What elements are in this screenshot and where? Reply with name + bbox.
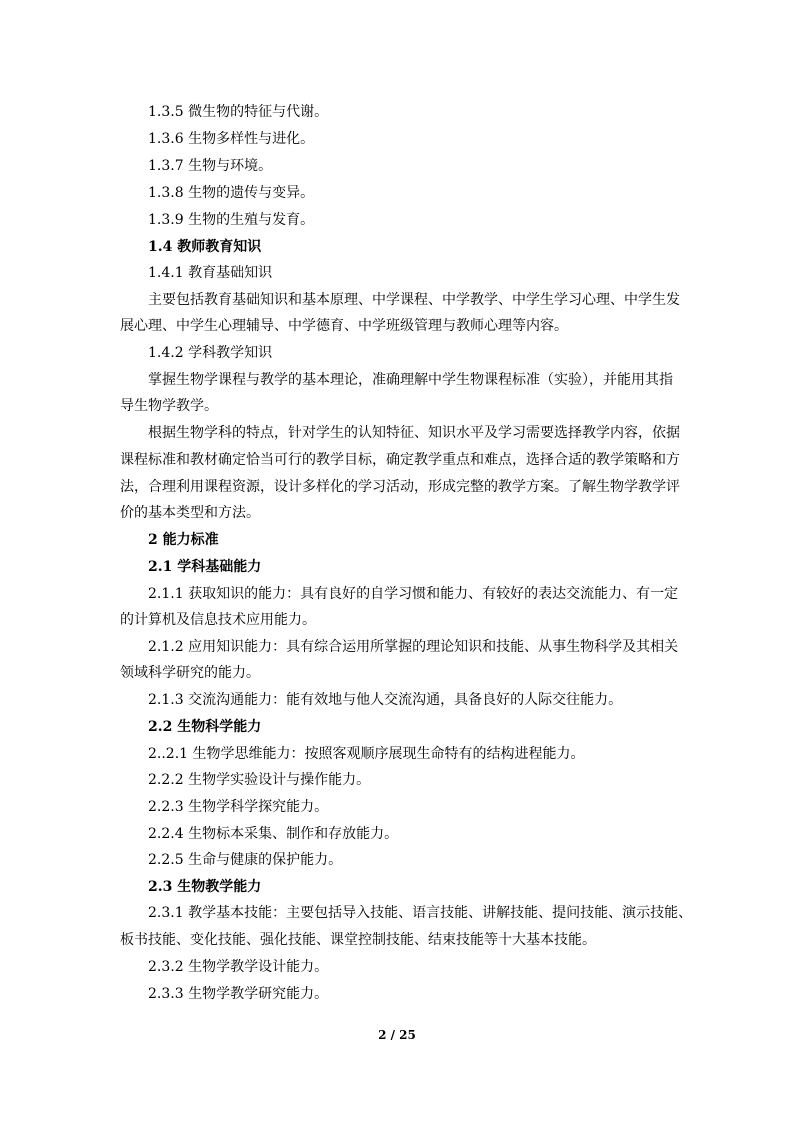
paragraph-line: 导生物学教学。 bbox=[120, 398, 218, 414]
text-line-2-3-3: 2.3.3 生物学教学研究能力。 bbox=[148, 986, 329, 1002]
paragraph-line: 的计算机及信息技术应用能力。 bbox=[120, 612, 316, 628]
section-heading-2-2: 2.2 生物科学能力 bbox=[148, 719, 262, 735]
paragraph-line: 展心理、中学生心理辅导、中学德育、中学班级管理与教师心理等内容。 bbox=[120, 318, 568, 334]
section-heading-2: 2 能力标准 bbox=[148, 532, 219, 548]
paragraph-line: 掌握生物学课程与教学的基本理论，准确理解中学生物课程标准（实验），并能用其指 bbox=[148, 372, 673, 388]
section-heading-1-4: 1.4 教师教育知识 bbox=[148, 239, 262, 255]
text-line-2-2-3: 2.2.3 生物学科学探究能力。 bbox=[148, 799, 329, 815]
text-line-2-2-5: 2.2.5 生命与健康的保护能力。 bbox=[148, 852, 343, 868]
text-line-2-3-2: 2.3.2 生物学教学设计能力。 bbox=[148, 959, 329, 975]
subsection-heading-1-4-1: 1.4.1 教育基础知识 bbox=[148, 265, 273, 281]
text-line-2-2-2: 2.2.2 生物学实验设计与操作能力。 bbox=[148, 772, 371, 788]
section-heading-2-1: 2.1 学科基础能力 bbox=[148, 559, 262, 575]
paragraph-line: 2.3.1 教学基本技能：主要包括导入技能、语言技能、讲解技能、提问技能、演示技能、 bbox=[148, 905, 693, 921]
paragraph-line: 板书技能、变化技能、强化技能、课堂控制技能、结束技能等十大基本技能。 bbox=[120, 932, 596, 948]
text-line-1-3-9: 1.3.9 生物的生殖与发育。 bbox=[148, 212, 315, 228]
text-line-1-3-5: 1.3.5 微生物的特征与代谢。 bbox=[148, 104, 329, 120]
paragraph-line: 2.1.3 交流沟通能力：能有效地与他人交流沟通，具备良好的人际交往能力。 bbox=[148, 692, 623, 708]
text-line-2-2-4: 2.2.4 生物标本采集、制作和存放能力。 bbox=[148, 826, 399, 842]
paragraph-line: 2.1.1 获取知识的能力：具有良好的自学习惯和能力、有较好的表达交流能力、有一定 bbox=[148, 586, 679, 602]
paragraph-line: 2.1.2 应用知识能力：具有综合运用所掌握的理论知识和技能、从事生物科学及其相关 bbox=[148, 639, 679, 655]
paragraph-line: 领域科学研究的能力。 bbox=[120, 665, 260, 681]
section-heading-2-3: 2.3 生物教学能力 bbox=[148, 879, 262, 895]
paragraph-line: 价的基本类型和方法。 bbox=[120, 505, 260, 521]
text-line-2-2-1: 2..2.1 生物学思维能力：按照客观顺序展现生命特有的结构进程能力。 bbox=[148, 746, 585, 762]
page-number: 2 / 25 bbox=[378, 1028, 416, 1042]
paragraph-line: 主要包括教育基础知识和基本原理、中学课程、中学教学、中学生学习心理、中学生发 bbox=[148, 292, 680, 308]
text-line-1-3-7: 1.3.7 生物与环境。 bbox=[148, 158, 273, 174]
paragraph-line: 根据生物学科的特点，针对学生的认知特征、知识水平及学习需要选择教学内容，依据 bbox=[148, 425, 680, 441]
paragraph-line: 课程标准和教材确定恰当可行的教学目标，确定教学重点和难点，选择合适的教学策略和方 bbox=[120, 452, 680, 468]
subsection-heading-1-4-2: 1.4.2 学科教学知识 bbox=[148, 345, 273, 361]
text-line-1-3-8: 1.3.8 生物的遗传与变异。 bbox=[148, 185, 315, 201]
paragraph-line: 法，合理利用课程资源，设计多样化的学习活动，形成完整的教学方案。了解生物学教学评 bbox=[120, 479, 680, 495]
text-line-1-3-6: 1.3.6 生物多样性与进化。 bbox=[148, 131, 315, 147]
